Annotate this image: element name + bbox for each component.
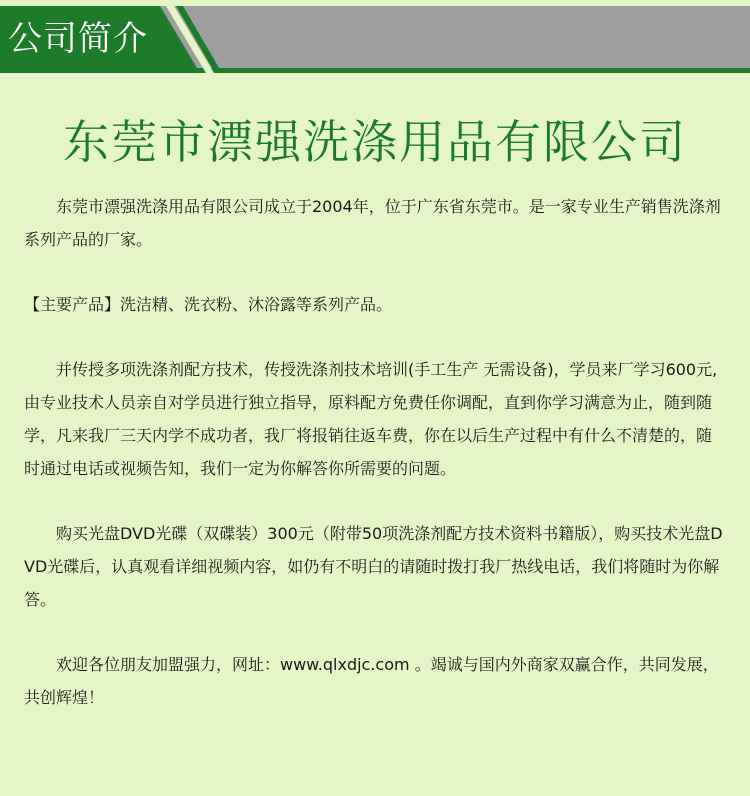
products-paragraph: 【主要产品】洗洁精、洗衣粉、沐浴露等系列产品。 <box>24 295 393 314</box>
paragraph-gap <box>24 616 727 648</box>
paragraph-gap <box>24 256 727 288</box>
paragraph-gap <box>24 485 727 517</box>
section-header <box>0 0 750 76</box>
dvd-paragraph: 购买光盘DVD光碟（双碟装）300元（附带50项洗涤剂配方技术资料书籍版），购买技术光盘DVD光碟后，认真观看详细视频内容，如仍有不明白的请随时拨打我厂热线电话，我们将随时为你解答。 <box>24 524 723 609</box>
company-description <box>24 190 727 714</box>
welcome-paragraph: 欢迎各位朋友加盟强力，网址：www.qlxdjc.com 。竭诚与国内外商家双赢合作，共同发展，共创辉煌！ <box>24 655 719 707</box>
company-name-heading: 东莞市漂强洗涤用品有限公司 <box>63 115 687 169</box>
section-title: 公司简介 <box>8 19 148 59</box>
training-paragraph: 并传授多项洗涤剂配方技术，传授洗涤剂技术培训(手工生产 无需设备)，学员来厂学习600元,由专业技术人员亲自对学员进行独立指导，原料配方免费任你调配，直到你学习满意为止，随到随学，凡来我厂三天内学不成功者，我厂将报销往返车费，你在以后生产过程中有什么不清楚的，随时通过电话或视频告知，我们一定为你解答你所需要的问题。 <box>24 360 718 478</box>
intro-paragraph: 东莞市漂强洗涤用品有限公司成立于2004年，位于广东省东莞市。是一家专业生产销售洗涤剂系列产品的厂家。 <box>24 197 721 249</box>
paragraph-gap <box>24 321 727 353</box>
